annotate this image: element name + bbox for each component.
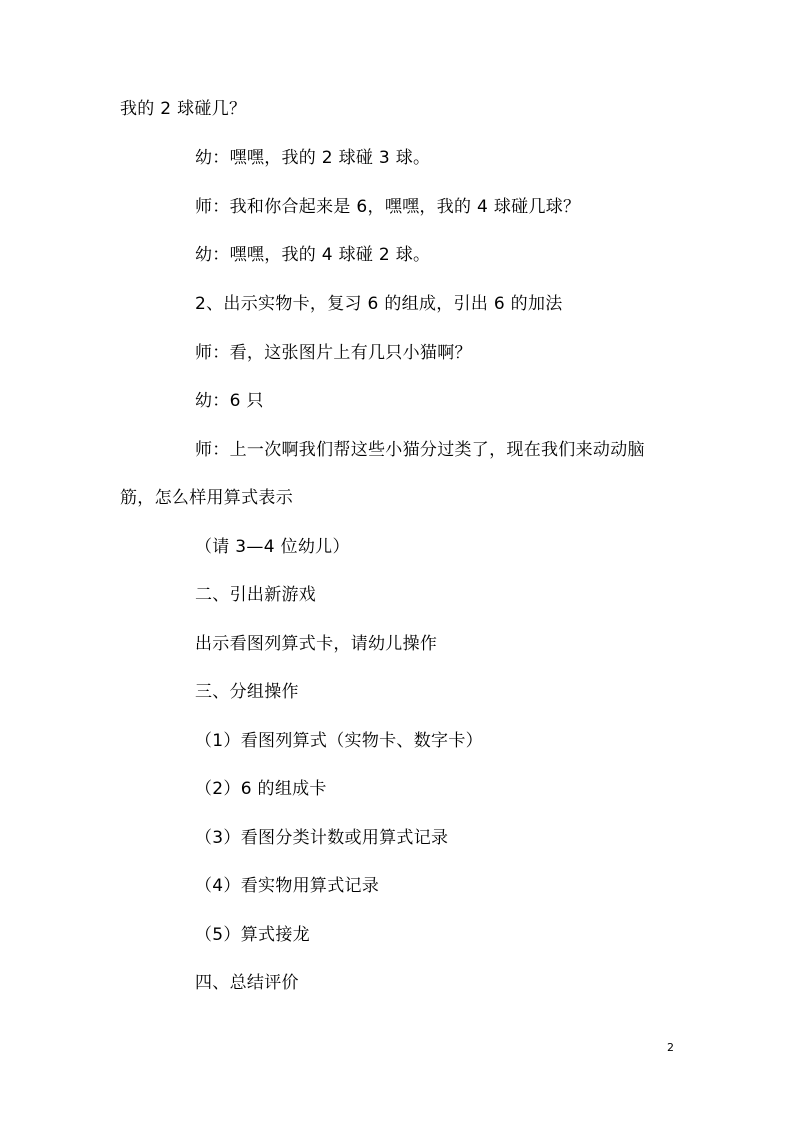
text-line-8: 师：上一次啊我们帮这些小猫分过类了，现在我们来动动脑 — [195, 440, 645, 460]
list-item-1: （1）看图列算式（实物卡、数字卡） — [195, 731, 483, 751]
section-heading-group-operation: 三、分组操作 — [195, 682, 299, 702]
list-item-4: （4）看实物用算式记录 — [195, 876, 380, 896]
list-item-2: （2）6 的组成卡 — [195, 779, 327, 799]
section-heading-new-game: 二、引出新游戏 — [195, 585, 317, 605]
text-line-7: 幼：6 只 — [195, 391, 264, 411]
text-line-6: 师：看，这张图片上有几只小猫啊？ — [195, 343, 472, 363]
text-line-10: （请 3—4 位幼儿） — [195, 537, 350, 557]
text-line-12: 出示看图列算式卡，请幼儿操作 — [195, 634, 438, 654]
text-line-3: 师：我和你合起来是 6，嘿嘿，我的 4 球碰几球？ — [195, 197, 581, 217]
page-number: 2 — [667, 1041, 674, 1054]
section-heading-2: 2、出示实物卡，复习 6 的组成，引出 6 的加法 — [195, 294, 563, 314]
list-item-3: （3）看图分类计数或用算式记录 — [195, 828, 449, 848]
text-line-9: 筋，怎么样用算式表示 — [120, 488, 293, 508]
list-item-5: （5）算式接龙 — [195, 925, 310, 945]
text-line-1: 我的 2 球碰几？ — [120, 99, 247, 119]
text-line-4: 幼：嘿嘿，我的 4 球碰 2 球。 — [195, 245, 431, 265]
section-heading-summary: 四、总结评价 — [195, 973, 299, 993]
text-line-2: 幼：嘿嘿，我的 2 球碰 3 球。 — [195, 148, 431, 168]
